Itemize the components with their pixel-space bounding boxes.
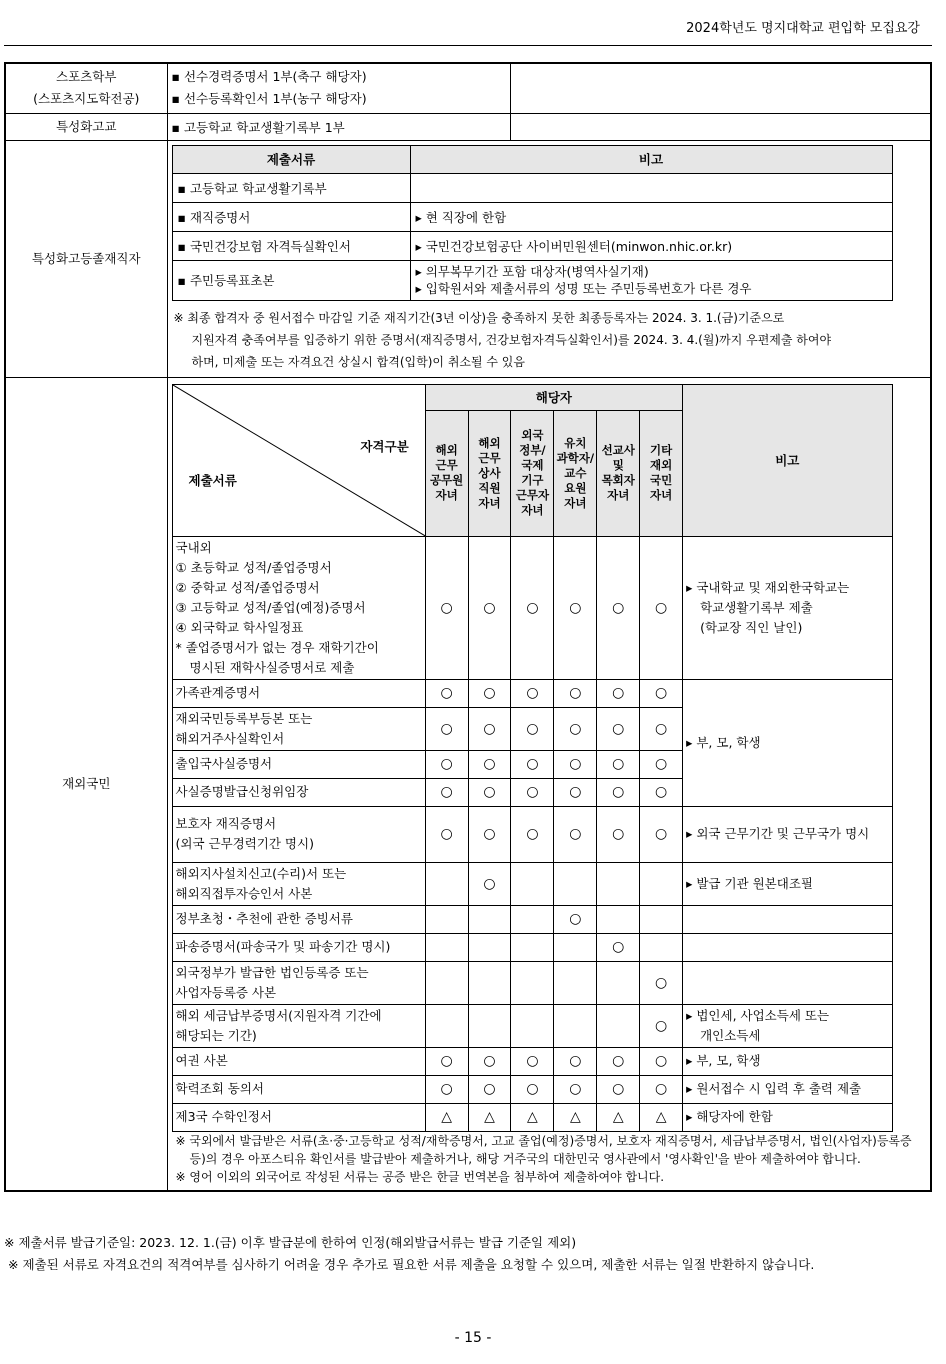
row-special-worker xyxy=(5,140,931,377)
mark-cell: ○ xyxy=(511,1075,554,1103)
col-header-line: 공무원 xyxy=(429,473,464,487)
mark-cell xyxy=(640,862,683,905)
note-line: (학교장 직인 날인) xyxy=(700,619,803,635)
mark-cell: ○ xyxy=(425,707,468,750)
mark-cell xyxy=(468,961,511,1004)
mark-cell xyxy=(597,961,640,1004)
col-header-line: 외국 xyxy=(521,428,544,442)
mark-cell: △ xyxy=(511,1103,554,1131)
note-cell: ▸ 부, 모, 학생 xyxy=(683,679,892,806)
mark-cell xyxy=(425,862,468,905)
col-header-line: 근무 xyxy=(435,458,458,472)
overseas-bottom-notes xyxy=(168,1132,931,1190)
footer-notes xyxy=(4,1232,936,1276)
col-header-line: 기타 xyxy=(650,443,673,457)
col-header-line: 선교사 xyxy=(601,443,635,457)
mark-cell: ○ xyxy=(554,1075,597,1103)
doc-sports-2: ▪ 선수등록확인서 1부(농구 해당자) xyxy=(171,91,367,107)
doc-line: ② 중학교 성적/졸업증명서 xyxy=(175,579,320,595)
mark-cell: ○ xyxy=(511,707,554,750)
mark-cell: ○ xyxy=(640,806,683,862)
diag-header-cell xyxy=(172,384,425,536)
mark-cell: ○ xyxy=(554,536,597,679)
doc-line: 출입국사실증명서 xyxy=(175,756,273,771)
doc-line: 여권 사본 xyxy=(175,1053,228,1068)
footer-note-1: ※ 제출서류 발급기준일: 2023. 12. 1.(금) 이후 발급분에 한하여 인정(해외발급서류는 발급 기준일 제외) xyxy=(4,1235,577,1250)
note-cell xyxy=(683,1004,892,1047)
mark-cell xyxy=(640,933,683,961)
mark-cell: ○ xyxy=(425,536,468,679)
th-docs: 제출서류 xyxy=(172,145,410,173)
mark-cell: ○ xyxy=(511,778,554,806)
doc-row xyxy=(172,679,892,707)
col-header-line: 국민 xyxy=(650,473,673,487)
mark-cell: ○ xyxy=(554,1047,597,1075)
note-cell xyxy=(683,933,892,961)
mark-cell xyxy=(597,862,640,905)
doc-cell xyxy=(172,905,425,933)
doc-cell xyxy=(172,1103,425,1131)
mark-cell: ○ xyxy=(640,679,683,707)
col-header-line: 자녀 xyxy=(650,488,673,502)
doc-line: 사실증명발급신청위임장 xyxy=(175,784,309,799)
doc-line: 해외지사설치신고(수리)서 또는 xyxy=(175,865,347,881)
col-header-3 xyxy=(554,410,597,536)
mark-cell xyxy=(511,933,554,961)
sw-note-line1: ※ 최종 합격자 중 원서접수 마감일 기준 재직기간(3년 이상)을 충족하지 못한 최종등록자는 2024. 3. 1.(금)기준으로 xyxy=(173,310,785,325)
doc-row xyxy=(172,1075,892,1103)
doc-line: (외국 근무경력기간 명시) xyxy=(175,836,314,851)
note-line: ▸ 법인세, 사업소득세 또는 xyxy=(686,1007,830,1023)
col-header-line: 요원 xyxy=(564,480,587,495)
diagonal-line xyxy=(173,385,427,537)
doc-line: ④ 외국학교 학사일정표 xyxy=(175,619,304,635)
mark-cell: ○ xyxy=(597,750,640,778)
doc-cell xyxy=(172,707,425,750)
doc-cell xyxy=(172,806,425,862)
doc-cell xyxy=(172,679,425,707)
mark-cell: ○ xyxy=(511,1047,554,1075)
th-docs-ov: 제출서류 xyxy=(188,472,237,488)
mark-cell xyxy=(640,905,683,933)
doc-row xyxy=(172,806,892,862)
mark-cell: ○ xyxy=(425,1075,468,1103)
doc-line: 해외 세금납부증명서(지원자격 기간에 xyxy=(175,1007,382,1023)
mark-cell: ○ xyxy=(425,750,468,778)
mark-cell: ○ xyxy=(640,750,683,778)
mark-cell xyxy=(511,905,554,933)
mark-cell: ○ xyxy=(425,778,468,806)
doc-line: 재외국민등록부등본 또는 xyxy=(175,710,313,726)
mark-cell: ○ xyxy=(468,707,511,750)
sw-doc-2: ▪ 국민건강보험 자격득실확인서 xyxy=(172,231,410,260)
label-sports-line2: (스포츠지도학전공) xyxy=(33,91,140,107)
mark-cell: ○ xyxy=(554,806,597,862)
mark-cell: ○ xyxy=(554,778,597,806)
note-line: 학교생활기록부 제출 xyxy=(700,599,813,615)
doc-cell xyxy=(172,1047,425,1075)
doc-line: ① 초등학교 성적/졸업증명서 xyxy=(175,559,332,575)
doc-line: 제3국 수학인정서 xyxy=(175,1109,272,1124)
mark-cell: △ xyxy=(425,1103,468,1131)
doc-line: 정부초청・추천에 관한 증빙서류 xyxy=(175,911,353,926)
col-header-line: 과학자/ xyxy=(556,450,595,465)
header-title: 2024학년도 명지대학교 편입학 모집요강 xyxy=(686,21,920,36)
doc-cell xyxy=(172,862,425,905)
mark-cell xyxy=(511,862,554,905)
th-applicable: 해당자 xyxy=(425,384,682,410)
mark-cell xyxy=(554,862,597,905)
col-header-line: 목회자 xyxy=(601,473,635,487)
col-header-line: 국제 xyxy=(521,458,544,472)
mark-cell: ○ xyxy=(597,806,640,862)
doc-line: 사업자등록증 사본 xyxy=(175,984,277,1000)
mark-cell xyxy=(468,905,511,933)
mark-cell: ○ xyxy=(511,750,554,778)
col-header-line: 유치 xyxy=(564,435,587,450)
doc-line: 해당되는 기간) xyxy=(175,1027,257,1043)
doc-line: 외국정부가 발급한 법인등록증 또는 xyxy=(175,964,369,980)
doc-row xyxy=(172,862,892,905)
mark-cell: ○ xyxy=(425,806,468,862)
doc-line: ③ 고등학교 성적/졸업(예정)증명서 xyxy=(175,599,366,615)
col-header-line: 정부/ xyxy=(519,443,546,457)
special-worker-docs-table xyxy=(172,145,893,301)
sw-note-1: ▸ 현 직장에 한함 xyxy=(410,202,892,231)
col-header-line: 교수 xyxy=(564,465,587,480)
note-cell: ▸ 원서접수 시 입력 후 출력 제출 xyxy=(683,1075,892,1103)
th-qual: 자격구분 xyxy=(360,438,409,454)
col-header-line: 자녀 xyxy=(607,488,630,502)
doc-cell xyxy=(172,778,425,806)
col-header-4 xyxy=(597,410,640,536)
mark-cell xyxy=(511,961,554,1004)
doc-row xyxy=(172,905,892,933)
mark-cell: ○ xyxy=(597,1047,640,1075)
col-header-line: 직원 xyxy=(478,480,501,495)
note-cell xyxy=(683,905,892,933)
mark-cell: ○ xyxy=(597,933,640,961)
ov-note-2: ※ 영어 이외의 외국어로 작성된 서류는 공증 받은 한글 번역본을 첨부하여 제출하여야 합니다. xyxy=(175,1169,665,1184)
note-cell: ▸ 발급 기관 원본대조필 xyxy=(683,862,892,905)
col-header-line: 자녀 xyxy=(564,495,587,510)
mark-cell: ○ xyxy=(468,1047,511,1075)
mark-cell: ○ xyxy=(597,679,640,707)
doc-row xyxy=(172,933,892,961)
mark-cell xyxy=(554,961,597,1004)
mark-cell: ○ xyxy=(640,1047,683,1075)
doc-cell xyxy=(172,1004,425,1047)
mark-cell: ○ xyxy=(554,679,597,707)
col-header-line: 기구 xyxy=(521,473,544,487)
doc-line: 파송증명서(파송국가 및 파송기간 명시) xyxy=(175,939,391,954)
mark-cell xyxy=(425,1004,468,1047)
mark-cell: ○ xyxy=(511,679,554,707)
doc-line: 국내외 xyxy=(175,539,212,555)
sw-note-3b: ▸ 입학원서와 제출서류의 성명 또는 주민등록번호가 다른 경우 xyxy=(415,281,752,296)
doc-row xyxy=(172,536,892,679)
mark-cell: ○ xyxy=(640,1004,683,1047)
doc-row xyxy=(172,1004,892,1047)
mark-cell: ○ xyxy=(554,750,597,778)
col-header-line: 해외 xyxy=(435,443,458,457)
doc-row xyxy=(172,961,892,1004)
doc-special-hs: ▪ 고등학교 학교생활기록부 1부 xyxy=(167,113,510,140)
note-cell: ▸ 외국 근무기간 및 근무국가 명시 xyxy=(683,806,892,862)
doc-line: 보호자 재직증명서 xyxy=(175,816,277,831)
note-cell xyxy=(683,961,892,1004)
mark-cell xyxy=(425,961,468,1004)
mark-cell: ○ xyxy=(640,1075,683,1103)
doc-line: 가족관계증명서 xyxy=(175,685,261,700)
mark-cell xyxy=(468,933,511,961)
note-line: ▸ 국내학교 및 재외한국학교는 xyxy=(686,579,850,595)
mark-cell: ○ xyxy=(468,536,511,679)
doc-row xyxy=(172,1103,892,1131)
mark-cell: ○ xyxy=(554,905,597,933)
mark-cell: ○ xyxy=(468,862,511,905)
overseas-docs-table xyxy=(172,384,893,1132)
mark-cell: △ xyxy=(468,1103,511,1131)
footer-note-2: ※ 제출된 서류로 자격요건의 적격여부를 심사하기 어려울 경우 추가로 필요한 서류 제출을 요청할 수 있으며, 제출한 서류는 일절 반환하지 않습니다. xyxy=(8,1257,815,1272)
col-header-line: 근무 xyxy=(478,450,501,465)
row-overseas xyxy=(5,377,931,1191)
special-worker-content xyxy=(167,140,931,377)
sw-doc-3: ▪ 주민등록표초본 xyxy=(172,260,410,300)
col-header-line: 재외 xyxy=(650,458,673,472)
mark-cell: ○ xyxy=(468,679,511,707)
mark-cell: ○ xyxy=(597,707,640,750)
col-header-line: 자녀 xyxy=(521,503,544,517)
requirements-table xyxy=(4,62,932,1192)
empty-cell xyxy=(510,63,931,113)
mark-cell: ○ xyxy=(597,1075,640,1103)
page-number: - 15 - xyxy=(454,1330,492,1346)
mark-cell: ○ xyxy=(468,750,511,778)
doc-cell xyxy=(172,536,425,679)
th-note: 비고 xyxy=(410,145,892,173)
doc-line: 해외직접투자승인서 사본 xyxy=(175,885,313,901)
col-header-line: 근무자 xyxy=(515,488,550,502)
doc-cell xyxy=(172,961,425,1004)
label-sports-line1: 스포츠학부 xyxy=(56,69,117,85)
mark-cell: ○ xyxy=(511,536,554,679)
sw-note-0 xyxy=(410,173,892,202)
page-header xyxy=(4,0,932,46)
doc-line: 명시된 재학사실증명서로 제출 xyxy=(189,659,355,675)
row-special-hs xyxy=(5,113,931,140)
mark-cell xyxy=(511,1004,554,1047)
mark-cell xyxy=(425,933,468,961)
mark-cell: ○ xyxy=(640,961,683,1004)
note-cell: ▸ 해당자에 한함 xyxy=(683,1103,892,1131)
sw-doc-0: ▪ 고등학교 학교생활기록부 xyxy=(172,173,410,202)
sw-note-3 xyxy=(410,260,892,300)
doc-row xyxy=(172,1047,892,1075)
docs-sports xyxy=(167,63,510,113)
mark-cell: ○ xyxy=(511,806,554,862)
col-header-line: 및 xyxy=(612,458,624,472)
doc-cell xyxy=(172,1075,425,1103)
mark-cell: ○ xyxy=(640,778,683,806)
col-header-2 xyxy=(511,410,554,536)
col-header-1 xyxy=(468,410,511,536)
col-header-line: 상사 xyxy=(478,465,501,480)
doc-line: 해외거주사실확인서 xyxy=(175,730,285,746)
mark-cell: △ xyxy=(597,1103,640,1131)
sw-note-line2: 지원자격 충족여부를 입증하기 위한 증명서(재직증명서, 건강보험자격득실확인서)를 2024. 3. 4.(월)까지 우편제출 하여야 xyxy=(191,332,832,347)
ov-note-1: ※ 국외에서 발급받은 서류(초·중·고등학교 성적/재학증명서, 고교 졸업(예정)증명서, 보호자 재직증명서, 세금납부증명서, 법인(사업자)등록증 등)의 경우 아포스티유 확인서를 발급받아 제출하거나, 해당 거주국의 대한민국 영사관에서 '영사확인'을 받아 제출하여야 합니다. xyxy=(175,1133,912,1166)
note-line: 개인소득세 xyxy=(700,1027,761,1043)
mark-cell: ○ xyxy=(640,536,683,679)
mark-cell: ○ xyxy=(468,1075,511,1103)
mark-cell xyxy=(554,1004,597,1047)
row-sports xyxy=(5,63,931,113)
empty-cell xyxy=(510,113,931,140)
doc-cell xyxy=(172,933,425,961)
sw-note-2: ▸ 국민건강보험공단 사이버민원센터(minwon.nhic.or.kr) xyxy=(410,231,892,260)
doc-cell xyxy=(172,750,425,778)
label-special-worker: 특성화고등졸재직자 xyxy=(5,140,167,377)
doc-line: * 졸업증명서가 없는 경우 재학기간이 xyxy=(175,639,379,655)
sw-note-3a: ▸ 의무복무기간 포함 대상자(병역사실기재) xyxy=(415,264,649,279)
mark-cell xyxy=(468,1004,511,1047)
mark-cell: ○ xyxy=(425,679,468,707)
col-header-line: 해외 xyxy=(478,435,501,450)
mark-cell xyxy=(597,905,640,933)
mark-cell: ○ xyxy=(425,1047,468,1075)
overseas-content xyxy=(167,377,931,1191)
label-overseas: 재외국민 xyxy=(5,377,167,1191)
label-sports xyxy=(5,63,167,113)
sw-doc-1: ▪ 재직증명서 xyxy=(172,202,410,231)
mark-cell: △ xyxy=(640,1103,683,1131)
mark-cell: △ xyxy=(554,1103,597,1131)
mark-cell: ○ xyxy=(468,778,511,806)
doc-line: 학력조회 동의서 xyxy=(175,1081,264,1096)
th-note-ov: 비고 xyxy=(683,384,892,536)
mark-cell: ○ xyxy=(597,536,640,679)
mark-cell xyxy=(554,933,597,961)
note-cell: ▸ 부, 모, 학생 xyxy=(683,1047,892,1075)
mark-cell: ○ xyxy=(468,806,511,862)
mark-cell: ○ xyxy=(554,707,597,750)
col-header-line: 자녀 xyxy=(478,495,501,510)
sw-note-line3: 하며, 미제출 또는 자격요건 상실시 합격(입학)이 취소될 수 있음 xyxy=(191,354,525,369)
col-header-0 xyxy=(425,410,468,536)
mark-cell: ○ xyxy=(640,707,683,750)
mark-cell xyxy=(597,1004,640,1047)
doc-sports-1: ▪ 선수경력증명서 1부(축구 해당자) xyxy=(171,69,367,85)
mark-cell: ○ xyxy=(597,778,640,806)
col-header-line: 자녀 xyxy=(435,488,458,502)
label-special-hs: 특성화고교 xyxy=(5,113,167,140)
note-cell xyxy=(683,536,892,679)
col-header-5 xyxy=(640,410,683,536)
mark-cell xyxy=(425,905,468,933)
special-worker-note xyxy=(168,305,931,377)
